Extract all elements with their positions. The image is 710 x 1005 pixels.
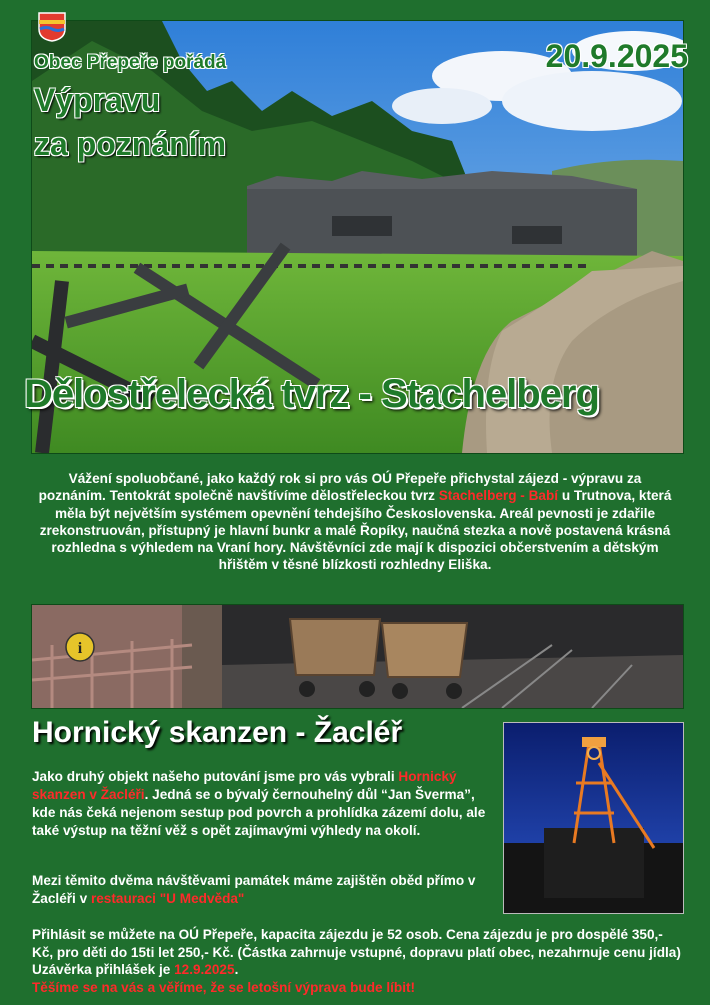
mine-interior-photo [31, 604, 684, 709]
signup-text-end: . [234, 962, 239, 978]
signup-text: Přihlásit se můžete na OÚ Přepeře, kapacita zájezdu je 52 osob. Cena zájezdu je pro dospělé 350,-Kč, pro děti do 15ti let 250,- Kč. (Částka zahrnuje vstupné, dopravu platí obec, nezahrnuje cenu jídla) Uzávěrka přihlášek je [32, 927, 681, 978]
intro-highlight: Stachelberg - Babí [438, 488, 559, 504]
mine-tower-photo [503, 722, 684, 914]
intro-text-1: Vážení spoluobčané, jako každý rok si pro vás OÚ Přepeře přichystal zájezd - výpravu za poznáním. Tentokrát společně navštívíme dělostřeleckou tvrz [38, 471, 642, 504]
village-coat-of-arms-icon [38, 12, 66, 47]
fortress-title: Dělostřelecká tvrz - Stachelberg [24, 372, 599, 416]
event-title-line1: Výpravu [34, 82, 161, 118]
mine-text-1: Jako druhý objekt našeho putování jsme pro vás vybrali [32, 769, 399, 784]
signup-deadline: 12.9.2025 [174, 962, 235, 978]
mine-text-2: . Jedná se o bývalý černouhelný důl “Jan Šverma”, kde nás čeká nejenom sestup pod povrch a prohlídka zázemí dolu, ale také výstup na těžní věž s opět zajímavými výhledy na okolí. [32, 787, 486, 838]
restaurant-highlight: restauraci "U Medvěda" [90, 891, 245, 906]
mine-highlight: Hornický skanzen v Žacléři [32, 769, 457, 802]
intro-paragraph [34, 470, 676, 574]
closing-line: Těšíme se na vás a věříme, že se letošní výprava bude líbit! [32, 979, 416, 995]
event-date: 20.9.2025 [545, 38, 688, 74]
event-title-line2: za poznáním [34, 126, 227, 162]
organizer-label: Obec Přepeře pořádá [34, 52, 227, 73]
intro-text-2: u Trutnova, která měla být největším systémem opevnění tehdejšího Československa. Areál pevnosti je zdařile zrekonstruován, přístupný je hlavní bunkr a malé Řopíky, naučná stezka a nově postavená krásná rozhledna s výhledem na Vraní hory. Návštěvníci zde mají k dispozici občerstvením a dětským hřištěm v těsné blízkosti rozhledny Eliška. [39, 488, 672, 573]
lunch-paragraph [32, 872, 492, 908]
lunch-text: Mezi těmito dvěma návštěvami památek máme zajištěn oběd přímo v Žacléři v [32, 873, 476, 906]
signup-paragraph [32, 926, 682, 996]
info-icon: i [77, 640, 83, 657]
event-title [34, 78, 226, 166]
mine-heading: Hornický skanzen - Žacléř [32, 716, 403, 749]
mine-paragraph [32, 768, 492, 840]
